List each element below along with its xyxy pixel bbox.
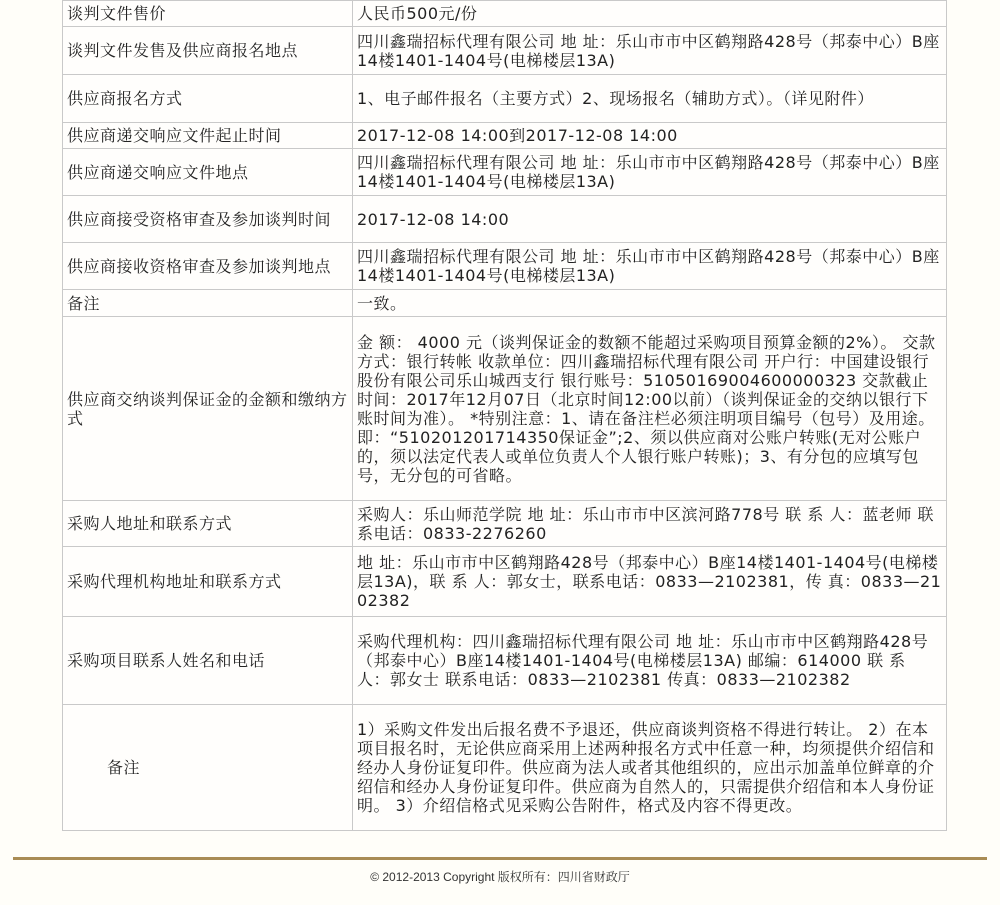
row-key: 供应商递交响应文件起止时间 xyxy=(63,123,353,149)
row-value: 人民币500元/份 xyxy=(353,1,947,27)
table-row xyxy=(63,501,947,547)
row-value: 四川鑫瑞招标代理有限公司 地 址：乐山市市中区鹤翔路428号（邦泰中心）B座14楼1401-1404号(电梯楼层13A) xyxy=(353,27,947,75)
row-key: 供应商接受资格审查及参加谈判时间 xyxy=(63,196,353,243)
row-value: 2017-12-08 14:00到2017-12-08 14:00 xyxy=(353,123,947,149)
table-row xyxy=(63,243,947,290)
row-value: 四川鑫瑞招标代理有限公司 地 址：乐山市市中区鹤翔路428号（邦泰中心）B座14楼1401-1404号(电梯楼层13A) xyxy=(353,243,947,290)
row-key: 谈判文件售价 xyxy=(63,1,353,27)
row-value: 金 额： 4000 元（谈判保证金的数额不能超过采购项目预算金额的2%）。 交款方式：银行转帐 收款单位：四川鑫瑞招标代理有限公司 开户行：中国建设银行股份有限公司乐山城西支行 银行账号：51050169004600000323 交款截止时间：2017年12月07日（北京时间12:00以前）（谈判保证金的交纳以银行下账时间为准）。 *特别注意：1、请在备注栏必须注明项目编号（包号）及用途。即：“510201201714350保证金”;2、须以供应商对公账户转账(无对公账户的，须以法定代表人或单位负责人个人银行账户转账)；3、有分包的应填写包号，无分包的可省略。 xyxy=(353,317,947,501)
row-value: 采购人：乐山师范学院 地 址：乐山市市中区滨河路778号 联 系 人：蓝老师 联系电话：0833-2276260 xyxy=(353,501,947,547)
row-key: 备注 xyxy=(63,290,353,317)
row-key: 采购项目联系人姓名和电话 xyxy=(63,617,353,705)
row-key: 供应商报名方式 xyxy=(63,75,353,123)
table-row xyxy=(63,290,947,317)
row-key: 供应商接收资格审查及参加谈判地点 xyxy=(63,243,353,290)
row-value: 采购代理机构：四川鑫瑞招标代理有限公司 地 址：乐山市市中区鹤翔路428号（邦泰中心）B座14楼1401-1404号(电梯楼层13A) 邮编：614000 联 系 人：郭女士 联系电话：0833—2102381 传真：0833—2102382 xyxy=(353,617,947,705)
row-key: 采购人地址和联系方式 xyxy=(63,501,353,547)
table-row xyxy=(63,1,947,27)
row-value: 四川鑫瑞招标代理有限公司 地 址：乐山市市中区鹤翔路428号（邦泰中心）B座14楼1401-1404号(电梯楼层13A) xyxy=(353,149,947,196)
table-row xyxy=(63,547,947,617)
table-row xyxy=(63,705,947,831)
row-value: 1）采购文件发出后报名费不予退还，供应商谈判资格不得进行转让。 2）在本项目报名时，无论供应商采用上述两种报名方式中任意一种，均须提供介绍信和经办人身份证复印件。供应商为法人或者其他组织的，应出示加盖单位鲜章的介绍信和经办人身份证复印件。供应商为自然人的，只需提供介绍信和本人身份证明。 3）介绍信格式见采购公告附件，格式及内容不得更改。 xyxy=(353,705,947,831)
table-row xyxy=(63,317,947,501)
row-key: 采购代理机构地址和联系方式 xyxy=(63,547,353,617)
row-value: 2017-12-08 14:00 xyxy=(353,196,947,243)
footer-copyright: © 2012-2013 Copyright 版权所有：四川省财政厅 xyxy=(370,870,630,884)
row-value: 地 址：乐山市市中区鹤翔路428号（邦泰中心）B座14楼1401-1404号(电梯楼层13A)，联 系 人：郭女士，联系电话：0833—2102381，传 真：0833—2102382 xyxy=(353,547,947,617)
row-value: 1、电子邮件报名（主要方式）2、现场报名（辅助方式）。（详见附件） xyxy=(353,75,947,123)
table-row xyxy=(63,27,947,75)
footer-divider xyxy=(13,857,987,860)
procurement-info-table xyxy=(62,0,947,831)
table-row xyxy=(63,617,947,705)
row-key: 供应商交纳谈判保证金的金额和缴纳方式 xyxy=(63,317,353,501)
table-row xyxy=(63,196,947,243)
table-row xyxy=(63,75,947,123)
row-value: 一致。 xyxy=(353,290,947,317)
row-key: 谈判文件发售及供应商报名地点 xyxy=(63,27,353,75)
row-key: 供应商递交响应文件地点 xyxy=(63,149,353,196)
row-key: 备注 xyxy=(63,705,353,831)
table-row xyxy=(63,123,947,149)
table-row xyxy=(63,149,947,196)
